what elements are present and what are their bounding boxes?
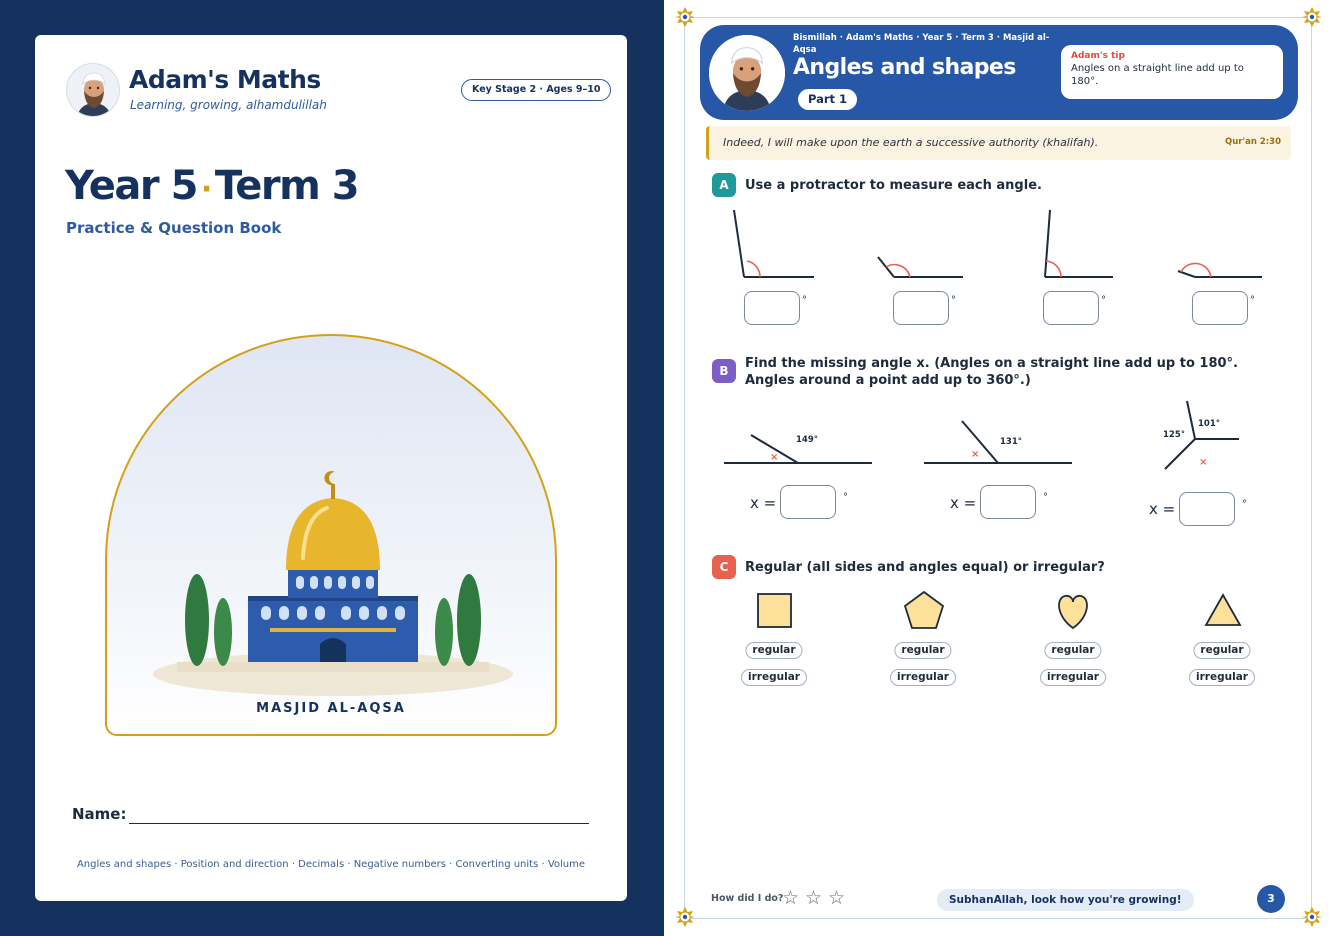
missing-angle-answer-3[interactable] (1179, 492, 1235, 526)
page-number: 3 (1257, 885, 1285, 913)
brand-tagline: Learning, growing, alhamdulillah (130, 98, 327, 112)
degree-symbol: ° (1250, 295, 1255, 306)
irregular-option-2[interactable]: irregular (890, 669, 956, 686)
cover-page (35, 35, 627, 901)
given-angle-label: 149° (796, 435, 818, 445)
x-equals-label: x = (950, 494, 977, 512)
section-c-shapes (664, 588, 1330, 634)
triangle-shape-icon (1206, 595, 1240, 625)
angle-answer-3[interactable] (1043, 291, 1099, 325)
regular-option-1[interactable]: regular (745, 642, 802, 659)
cover-title (65, 163, 358, 209)
regular-option-4[interactable]: regular (1193, 642, 1250, 659)
angle-diagram-3 (1045, 210, 1113, 277)
masjid-illustration (105, 334, 557, 736)
regular-option-3[interactable]: regular (1044, 642, 1101, 659)
square-shape-icon (758, 594, 791, 627)
brand-name: Adam's Maths (129, 65, 321, 94)
name-label: Name: (72, 805, 127, 823)
angle-answer-4[interactable] (1192, 291, 1248, 325)
tip-box (1061, 45, 1283, 99)
corner-star-icon (1302, 7, 1322, 27)
missing-angle-answer-2[interactable] (980, 485, 1036, 519)
rating-star-icon[interactable]: ☆ (782, 887, 800, 909)
part-badge: Part 1 (798, 89, 857, 110)
angle-answer-2[interactable] (893, 291, 949, 325)
page-title: Angles and shapes (793, 55, 1016, 80)
degree-symbol: ° (1101, 295, 1106, 306)
cover-subtitle: Practice & Question Book (66, 219, 282, 237)
degree-symbol: ° (951, 295, 956, 306)
regular-option-2[interactable]: regular (894, 642, 951, 659)
quote-bar (706, 126, 1291, 160)
section-a-badge: A (712, 173, 736, 197)
irregular-option-4[interactable]: irregular (1189, 669, 1255, 686)
degree-symbol: ° (802, 295, 807, 306)
quote-text: Indeed, I will make upon the earth a successive authority (khalifah). (723, 136, 1099, 149)
cover-title-term: Term 3 (214, 163, 359, 209)
adam-avatar-icon (66, 63, 120, 117)
tip-title: Adam's tip (1071, 51, 1125, 61)
given-angle-label: 131° (1000, 437, 1022, 447)
corner-star-icon (1302, 907, 1322, 927)
rating-star-icon[interactable]: ☆ (828, 887, 846, 909)
name-field[interactable] (129, 823, 589, 824)
given-angle-label-1: 101° (1198, 419, 1220, 429)
given-angle-label-2: 125° (1163, 430, 1185, 440)
angle-diagram-2 (878, 257, 963, 277)
angle-answer-1[interactable] (744, 291, 800, 325)
section-b-diagrams (664, 395, 1330, 480)
irregular-option-1[interactable]: irregular (741, 669, 807, 686)
masjid-caption: MASJID AL-AQSA (256, 701, 406, 716)
encouragement-message: SubhanAllah, look how you're growing! (937, 889, 1194, 911)
corner-star-icon (675, 907, 695, 927)
quote-reference: Qur'an 2:30 (1225, 137, 1281, 147)
cover-title-year: Year 5 (65, 163, 197, 209)
unknown-angle-marker: × (770, 452, 779, 463)
degree-symbol: ° (1043, 492, 1048, 503)
straight-line-diagram-2 (924, 421, 1072, 463)
section-a-angles (664, 200, 1330, 290)
degree-symbol: ° (843, 492, 848, 503)
topics-list: Angles and shapes · Position and direction · Decimals · Negative numbers · Converting units · Volume (76, 859, 586, 870)
masjid-al-aqsa-icon (107, 336, 557, 736)
heart-shape-icon (1059, 596, 1087, 628)
adam-avatar-icon (709, 35, 785, 111)
section-b-prompt: Find the missing angle x. (Angles on a straight line add up to 180°. Angles around a point add up to 360°.) (745, 356, 1238, 388)
unknown-angle-marker: × (1199, 457, 1208, 468)
page-header (700, 25, 1298, 120)
section-b-badge: B (712, 359, 736, 383)
section-a-prompt: Use a protractor to measure each angle. (745, 178, 1042, 193)
breadcrumb: Bismillah · Adam's Maths · Year 5 · Term 3 · Masjid al-Aqsa (793, 33, 1050, 55)
angle-diagram-4 (1178, 263, 1262, 277)
irregular-option-3[interactable]: irregular (1040, 669, 1106, 686)
missing-angle-answer-1[interactable] (780, 485, 836, 519)
self-rating-label: How did I do? (711, 893, 784, 904)
worksheet-page (664, 0, 1330, 936)
cover-title-separator: · (200, 172, 211, 207)
angle-diagram-1 (734, 210, 814, 277)
tip-text: Angles on a straight line add up to 180°. (1071, 63, 1244, 87)
key-stage-badge: Key Stage 2 · Ages 9–10 (461, 79, 611, 101)
rating-star-icon[interactable]: ☆ (805, 887, 823, 909)
corner-star-icon (675, 7, 695, 27)
section-c-badge: C (712, 555, 736, 579)
degree-symbol: ° (1242, 499, 1247, 510)
pentagon-shape-icon (905, 592, 943, 628)
section-c-prompt: Regular (all sides and angles equal) or irregular? (745, 560, 1105, 575)
x-equals-label: x = (1149, 500, 1176, 518)
unknown-angle-marker: × (971, 449, 980, 460)
x-equals-label: x = (750, 494, 777, 512)
